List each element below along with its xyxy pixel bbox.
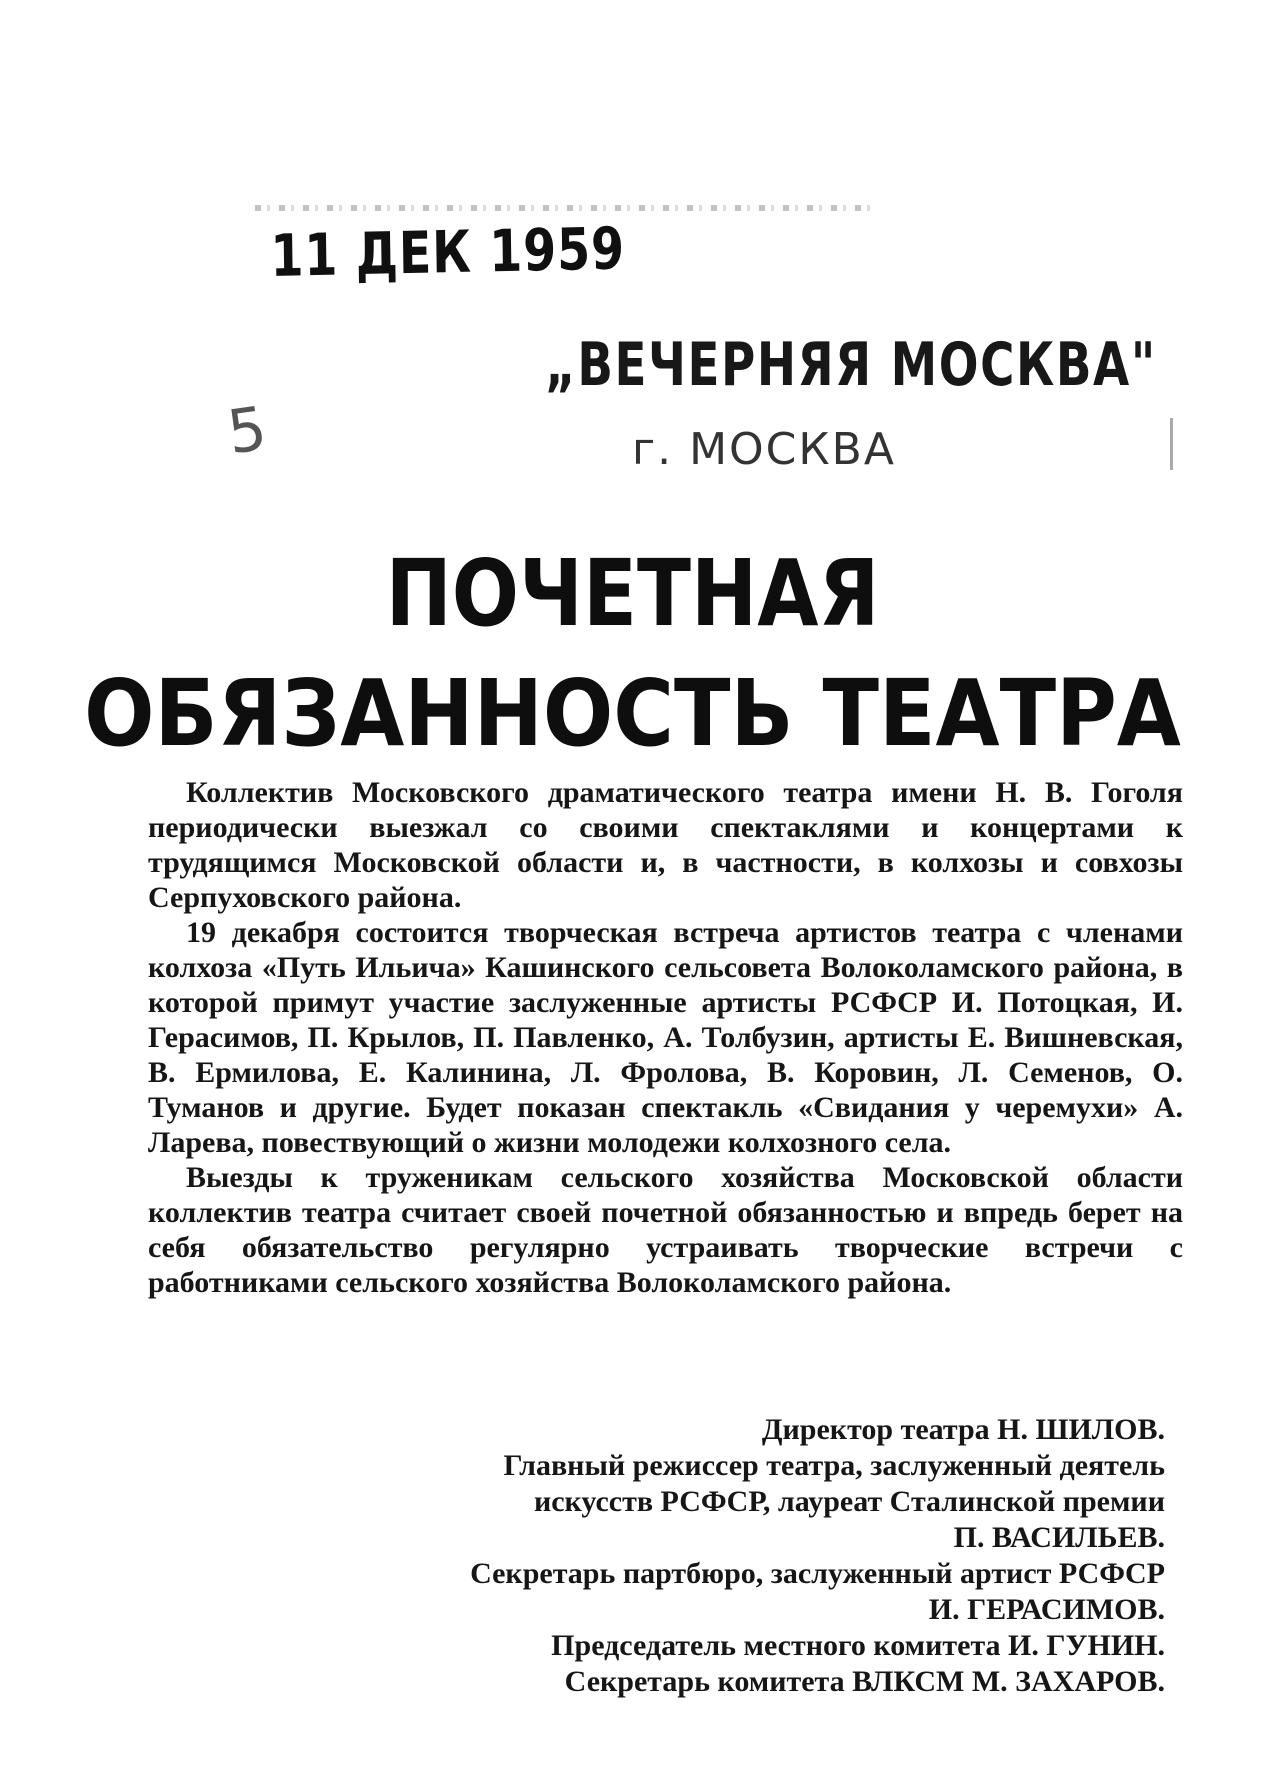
stamp-newspaper-name: „ВЕЧЕРНЯЯ МОСКВА" [545, 330, 1157, 400]
signature-line: Секретарь партбюро, заслуженный артист РСФСР [470, 1557, 1165, 1590]
signature-line: Секретарь комитета ВЛКСМ М. ЗАХАРОВ. [564, 1665, 1165, 1698]
signature-line: И. ГЕРАСИМОВ. [928, 1593, 1165, 1626]
signature-block [250, 1412, 1165, 1700]
article-paragraph-2: 19 декабря состоится творческая встреча артистов театра с членами колхоза «Путь Ильича» Кашинского сельсовета Волоколамского района, в которой примут участие заслуженные артисты РСФСР И. Потоцкая, И. Герасимов, П. Крылов, П. Павленко, А. Толбузин, артисты Е. Вишневская, В. Ермилова, Е. Калинина, Л. Фролова, В. Коровин, Л. Семенов, О. Туманов и другие. Будет показан спектакль «Свидания у черемухи» А. Ларева, повествующий о жизни молодежи колхозного села. [148, 916, 1183, 1159]
article-body [148, 775, 1183, 1300]
stamp-date: 11 ДЕК 1959 [270, 214, 626, 290]
headline-line-2: ОБЯЗАННОСТЬ ТЕАТРА [84, 660, 1181, 767]
signature-line: Председатель местного комитета И. ГУНИН. [551, 1629, 1165, 1662]
edge-mark [1170, 418, 1173, 470]
headline-line-1: ПОЧЕТНАЯ [385, 540, 880, 647]
signature-line: искусств РСФСР, лауреат Сталинской премии [533, 1485, 1165, 1518]
stamp-city: г. МОСКВА [632, 424, 896, 475]
signature-line: П. ВАСИЛЬЕВ. [953, 1521, 1165, 1554]
article-paragraph-3: Выезды к труженикам сельского хозяйства Московской области коллектив театра считает своей почетной обязанностью и впредь берет на себя обязательство регулярно устраивать творческие встречи с работниками сельского хозяйства Волоколамского района. [148, 1161, 1183, 1299]
signature-line: Директор театра Н. ШИЛОВ. [761, 1413, 1165, 1446]
article-paragraph-1: Коллектив Московского драматического театра имени Н. В. Гоголя периодически выезжал со своими спектаклями и концертами к трудящимся Московской области и, в частности, в колхозы и совхозы Серпуховского района. [148, 776, 1183, 914]
stamp-dotted-line [255, 205, 875, 211]
signature-line: Главный режиссер театра, заслуженный деятель [503, 1449, 1165, 1482]
handwritten-margin-number: 5 [223, 393, 271, 469]
